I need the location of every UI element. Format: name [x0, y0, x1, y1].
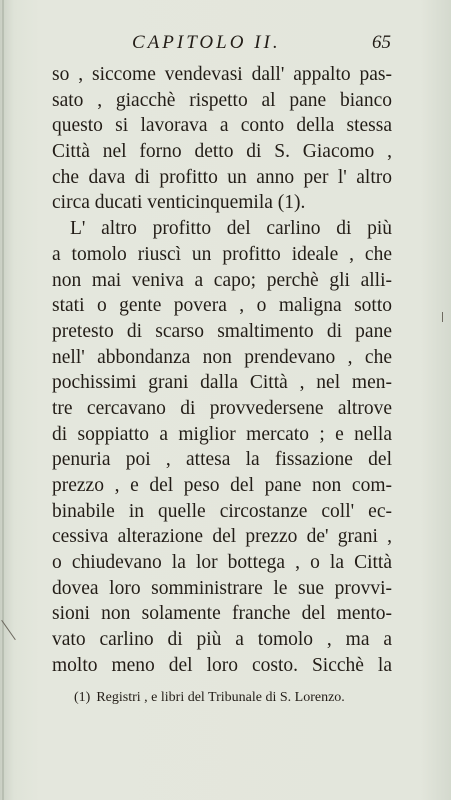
text-line: sioni non solamente franche del mento-: [52, 603, 392, 625]
text-line: binabile in quelle circostanze coll' ec-: [52, 500, 392, 522]
body-text: [52, 62, 392, 679]
text-line: dovea loro somministrare le sue provvi-: [52, 577, 392, 599]
footnote: [74, 690, 394, 706]
text-line: Città nel forno detto di S. Giacomo ,: [52, 141, 392, 163]
text-line: a tomolo riuscì un profitto ideale , che: [52, 243, 392, 265]
page-number: 65: [372, 32, 391, 53]
text-line: di soppiatto a miglior mercato ; e nella: [52, 423, 392, 445]
text-line: prezzo , e del peso del pane non com-: [52, 475, 392, 496]
text-line: non mai veniva a capo; perchè gli alli-: [52, 269, 392, 291]
footnote-marker: (1): [74, 690, 91, 705]
text-line: L' altro profitto del carlino di più: [70, 218, 392, 240]
text-line: so , siccome vendevasi dall' appalto pas-: [52, 64, 392, 85]
text-line: circa ducati venticinquemila (1).: [52, 192, 306, 214]
text-line: pochissimi grani dalla Città , nel men-: [52, 372, 392, 394]
text-line: questo si lavorava a conto della stessa: [52, 115, 392, 137]
text-line: penuria poi , attesa la fissazione del: [52, 449, 392, 471]
text-line: pretesto di scarso smaltimento di pane: [52, 320, 392, 342]
text-line: tre cercavano di provvedersene altrove: [52, 397, 392, 419]
text-line: vato carlino di più a tomolo , ma a: [52, 629, 392, 651]
running-header: [0, 32, 451, 56]
text-line: sato , giacchè rispetto al pane bianco: [52, 89, 392, 111]
chapter-title: CAPITOLO II.: [132, 32, 281, 53]
footnote-text: Registri , e libri del Tribunale di S. Lorenzo.: [96, 690, 345, 705]
page-gutter: [2, 0, 4, 800]
text-line: molto meno del loro costo. Sicchè la: [52, 654, 392, 676]
margin-mark: [442, 312, 443, 322]
text-line: che dava di profitto un anno per l' altro: [52, 166, 392, 188]
text-line: cessiva alterazione del prezzo de' grani ,: [52, 526, 392, 548]
text-line: o chiudevano la lor bottega , o la Città: [52, 552, 392, 574]
text-line: stati o gente povera , o maligna sotto: [52, 295, 392, 317]
text-line: nell' abbondanza non prendevano , che: [52, 346, 392, 368]
